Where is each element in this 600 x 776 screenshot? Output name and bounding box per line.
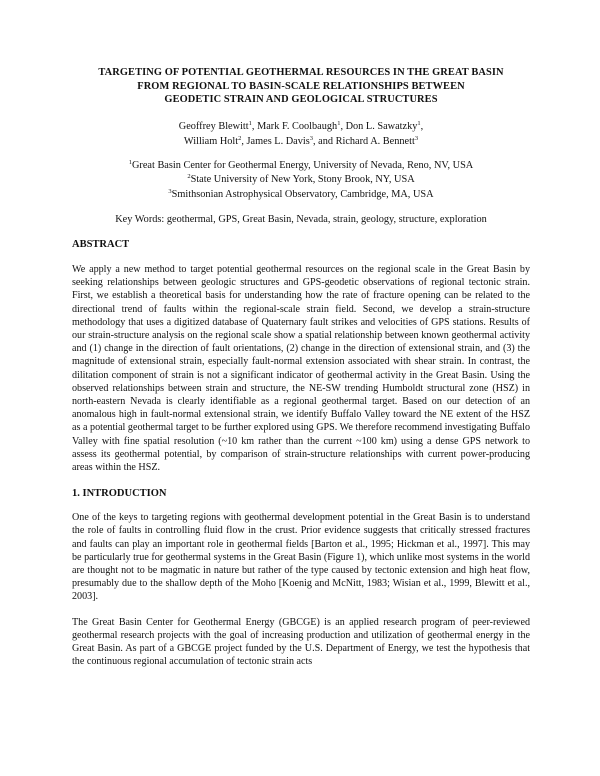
introduction-paragraph-1: One of the keys to targeting regions with geothermal development potential in the Great Basin is to understand the role of faults in controlling fluid flow in the crust. Prior evidence suggests that critically stressed fractures and faults can play an important role in geothermal fields [Barton et al., 1995; Hickman et al., 1997]. This may be particularly true for geothermal systems in the Great Basin (Figure 1), which unlike most systems in the world are thought not to be magmatic in nature but rather of the type caused by tectonic extension and high heat flow, presumably due to the shallow depth of the Moho [Koenig and McNitt, 1983; Wisian et al., 1999, Blewitt et al., 2003]. [72,512,530,603]
title-line-1: TARGETING OF POTENTIAL GEOTHERMAL RESOURCES IN THE GREAT BASIN [98,67,504,78]
author-name: Don L. Sawatzky [345,120,418,132]
author-affiliation-mark: 3 [414,134,419,142]
affiliation [72,173,530,188]
author-name: Mark F. Coolbaugh [257,120,338,132]
affiliation-text: Smithsonian Astrophysical Observatory, Cambridge, MA, USA [171,188,434,200]
affiliation-number: 1 [128,158,132,166]
affiliation-list [72,159,530,203]
author-name: Geoffrey Blewitt [178,120,249,132]
affiliation [72,188,530,203]
author-line-1: Geoffrey Blewitt$^1$, Mark F. Coolbaugh$^1$, Don L. Sawatzky$^1$, [178,119,424,132]
author-line-2: William Holt$^2$, James L. Davis$^3$, and Richard A. Bennett$^3$ [183,134,419,147]
title-line-2: FROM REGIONAL TO BASIN-SCALE RELATIONSHIPS BETWEEN [137,80,465,92]
affiliation-text: Great Basin Center for Geothermal Energy, University of Nevada, Reno, NV, USA [132,159,474,171]
author-affiliation-mark: 3 [309,134,313,142]
affiliation-number: 2 [187,173,191,180]
affiliation-number: 3 [168,187,172,195]
author-list [72,119,530,149]
author-name: James L. Davis [246,135,310,147]
author-affiliation-mark: 1 [248,119,252,127]
abstract-text: We apply a new method to target potential geothermal resources on the regional scale in the Great Basin by seeking relationships between geologic structures and GPS-geodetic observations of regional tectonic strain. First, we establish a theoretical basis for understanding how the rate of fracture opening can be related to the directional trend of faults within the regional-scale strain field. Second, we develop a strain-structure methodology that uses a digitized database of Quaternary fault strikes and velocities of GPS stations. Results of our strain-structure analysis on the regional scale show a spatial relationship between known geothermal activity and (1) change in the direction of fault orientations, (2) change in the direction of extensional strain, and (3) the magnitude of extensional strain, especially fault-normal extension associated with shear strain. In contrast, the dilitation component of strain is not a significant indicator of geothermal activity in the Great Basin. Using the observed relationships between strain and structure, the NE-SW trending Humboldt structural zone (HSZ) in north-eastern Nevada is clearly identifiable as a regional geothermal target. Based on our detection of an anomalous high in fault-normal extensional strain, we identify Buffalo Valley toward the NE extent of the HSZ as a potential geothermal target to be further explored using GPS. We therefore recommend investigating Buffalo Valley with fine spatial resolution (~10 km rather than the current ~100 km) using a dense GPS network to assess its geothermal potential, by comparison of strain-structure relationships with current power-producing areas within the HSZ. [72,264,530,474]
introduction-heading: 1. INTRODUCTION [72,488,167,500]
affiliation [72,159,530,174]
paper-title [72,66,530,107]
author-affiliation-mark: 1 [337,119,341,127]
introduction-paragraph-2: The Great Basin Center for Geothermal Energy (GBCGE) is an applied research program of peer-reviewed geothermal research projects with the goal of increasing production and utilization of geothermal energy in the Great Basin. As part of a GBCGE project funded by the U.S. Department of Energy, we test the hypothesis that the continuous regional accumulation of tectonic strain acts [72,616,530,668]
author-name: Richard A. Bennett [335,135,415,147]
author-affiliation-mark: 1 [417,119,421,127]
keywords-line: Key Words: geothermal, GPS, Great Basin, Nevada, strain, geology, structure, exploration [115,214,487,225]
affiliation-text: State University of New York, Stony Brook, NY, USA [190,174,415,185]
author-affiliation-mark: 2 [238,134,242,142]
abstract-heading: ABSTRACT [72,239,130,250]
author-name: William Holt [183,135,239,147]
title-line-3: GEODETIC STRAIN AND GEOLOGICAL STRUCTURES [164,94,438,105]
paper-page [72,66,530,668]
